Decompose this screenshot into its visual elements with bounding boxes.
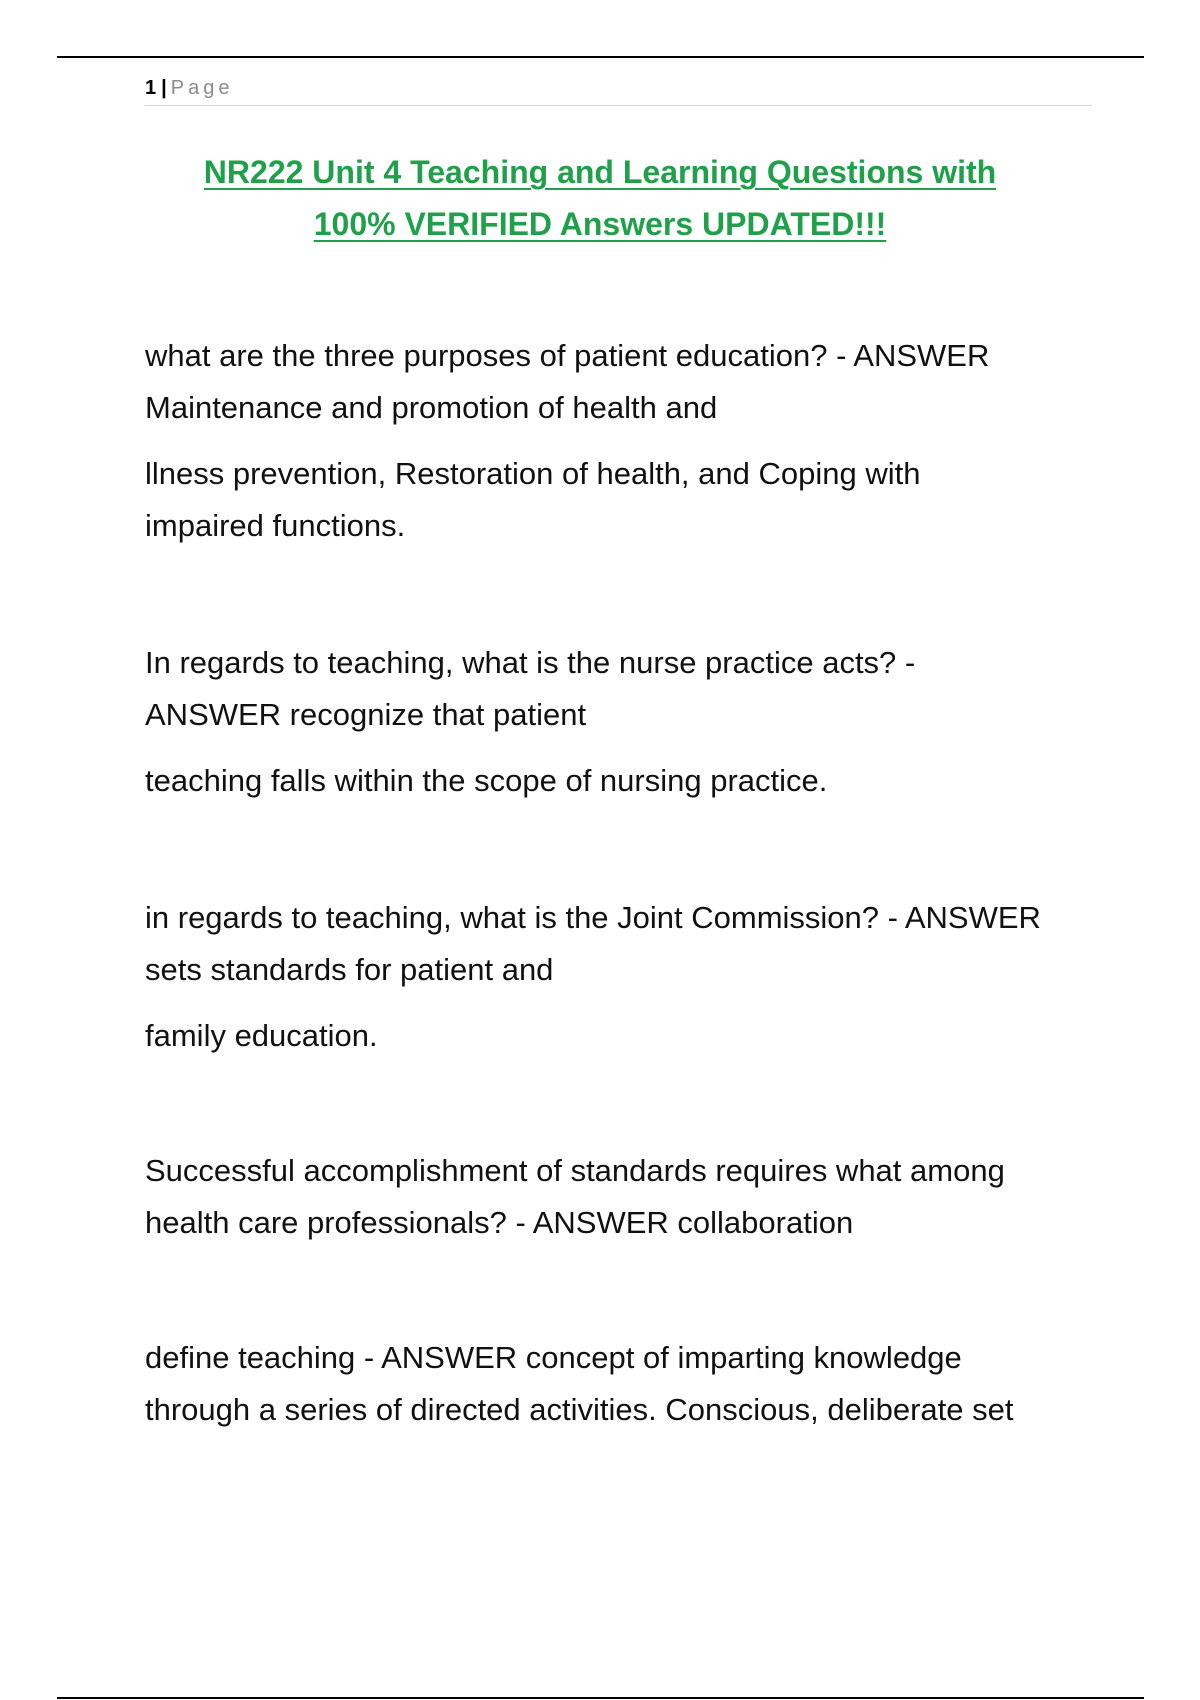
qa-line: in regards to teaching, what is the Joint Commission? - ANSWER [145,900,1041,935]
document-title-line-1: NR222 Unit 4 Teaching and Learning Questions with [203,154,997,190]
page-label: Page [170,77,234,99]
qa-line: Successful accomplishment of standards requires what among [145,1153,1005,1188]
qa-line: ANSWER recognize that patient [145,697,587,732]
qa-item [145,1332,1105,1436]
qa-line: sets standards for patient and [145,952,554,987]
qa-line: family education. [145,1018,378,1053]
qa-line: teaching falls within the scope of nursing practice. [145,763,828,798]
page-separator: | [161,77,167,99]
qa-line: define teaching - ANSWER concept of imparting knowledge [145,1340,962,1375]
qa-line: health care professionals? - ANSWER collaboration [145,1205,854,1240]
document-title [100,146,1100,250]
qa-line: what are the three purposes of patient education? - ANSWER [145,338,990,373]
document-title-line-2: 100% VERIFIED Answers UPDATED!!! [313,206,887,242]
qa-line: impaired functions. [145,508,406,543]
qa-item [145,330,1105,552]
qa-item [145,892,1105,1062]
page-number: 1 [145,77,157,99]
qa-line: through a series of directed activities. Conscious, deliberate set [145,1392,1014,1427]
page-header [145,74,1092,106]
qa-item [145,1145,1105,1249]
qa-line: Maintenance and promotion of health and [145,390,718,425]
qa-line: llness prevention, Restoration of health, and Coping with [145,456,921,491]
bottom-rule [57,1697,1144,1699]
qa-item [145,637,1105,807]
qa-line: In regards to teaching, what is the nurse practice acts? - [145,645,916,680]
top-rule [57,56,1144,58]
